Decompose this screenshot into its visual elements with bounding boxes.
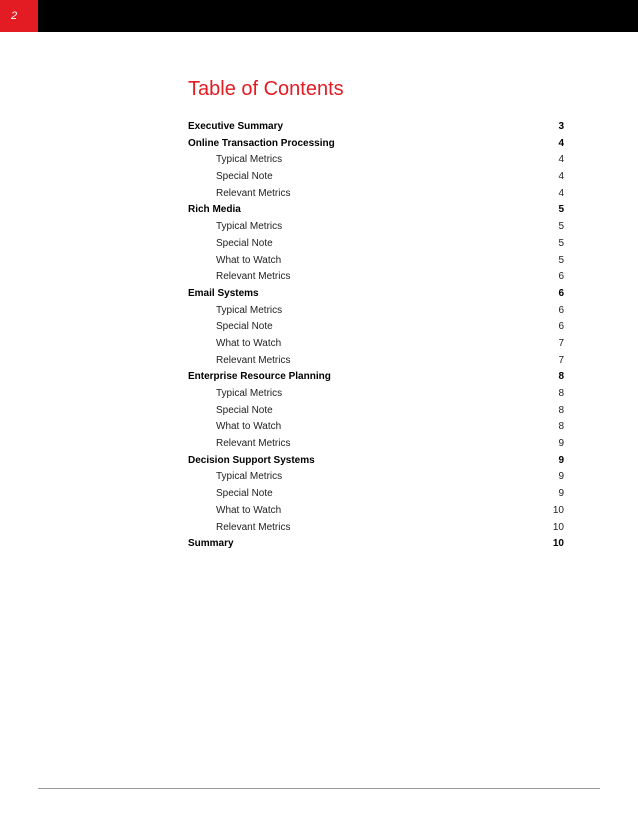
toc-subsection-entry[interactable] [188, 336, 564, 353]
toc-entry-label: Online Transaction Processing [188, 137, 335, 149]
toc-entry-page-number: 6 [558, 304, 564, 316]
toc-entry-page-number: 9 [558, 471, 564, 483]
toc-entry-page-number: 8 [558, 421, 564, 433]
toc-subsection-entry[interactable] [188, 436, 564, 453]
toc-entry-label: Typical Metrics [216, 154, 283, 166]
toc-subsection-entry[interactable] [188, 236, 564, 253]
toc-subsection-entry[interactable] [188, 486, 564, 503]
toc-entry-label: Typical Metrics [216, 221, 283, 233]
toc-entry-label: Typical Metrics [216, 471, 283, 483]
toc-entry-label: Relevant Metrics [216, 187, 291, 199]
toc-entry-page-number: 9 [558, 438, 564, 450]
toc-entry-label: Relevant Metrics [216, 354, 291, 366]
toc-entry-page-number: 8 [558, 388, 564, 399]
toc-entry-page-number: 6 [558, 321, 564, 333]
toc-entry-page-number: 4 [558, 137, 564, 149]
toc-entry-label: Relevant Metrics [216, 438, 291, 450]
toc-section-entry[interactable] [188, 286, 564, 303]
toc-entry-page-number: 3 [558, 121, 564, 132]
toc-section-entry[interactable] [188, 369, 564, 386]
page-title: Table of Contents [188, 78, 344, 100]
toc-entry-page-number: 4 [558, 187, 564, 199]
toc-entry-page-number: 4 [558, 154, 564, 166]
toc-entry-label: What to Watch [216, 421, 282, 433]
toc-entry-label: Enterprise Resource Planning [188, 371, 331, 383]
toc-entry-label: Email Systems [188, 287, 259, 299]
toc-entry-page-number: 10 [552, 521, 564, 533]
toc-entry-label: Typical Metrics [216, 304, 283, 316]
toc-subsection-entry[interactable] [188, 503, 564, 520]
toc-entry-label: What to Watch [216, 504, 282, 516]
toc-section-entry[interactable] [188, 202, 564, 219]
toc-entry-label: Special Note [216, 321, 273, 333]
toc-entry-page-number: 6 [558, 287, 564, 299]
toc-entry-label: What to Watch [216, 254, 282, 266]
toc-subsection-entry[interactable] [188, 469, 564, 486]
toc-entry-label: Special Note [216, 171, 273, 183]
toc-subsection-entry[interactable] [188, 253, 564, 270]
toc-entry-label: Relevant Metrics [216, 521, 291, 533]
page-number-badge: 2 [0, 0, 38, 32]
toc-entry-page-number: 8 [558, 371, 564, 383]
toc-entry-page-number: 6 [558, 271, 564, 283]
footer-divider [38, 788, 600, 789]
toc-subsection-entry[interactable] [188, 319, 564, 336]
toc-entry-label: Special Note [216, 237, 273, 249]
toc-section-entry[interactable] [188, 119, 564, 136]
toc-entry-page-number: 5 [558, 221, 564, 233]
toc-entry-page-number: 5 [558, 204, 564, 216]
toc-entry-page-number: 9 [558, 488, 564, 500]
toc-subsection-entry[interactable] [188, 520, 564, 537]
header-bar [0, 0, 638, 32]
toc-list [188, 119, 564, 553]
toc-subsection-entry[interactable] [188, 269, 564, 286]
toc-entry-label: Typical Metrics [216, 388, 283, 399]
toc-subsection-entry[interactable] [188, 152, 564, 169]
toc-entry-label: Special Note [216, 488, 273, 500]
toc-entry-page-number: 5 [558, 254, 564, 266]
toc-section-entry[interactable] [188, 136, 564, 153]
toc-subsection-entry[interactable] [188, 219, 564, 236]
toc-entry-page-number: 9 [558, 454, 564, 466]
toc-subsection-entry[interactable] [188, 386, 564, 403]
toc-subsection-entry[interactable] [188, 169, 564, 186]
toc-subsection-entry[interactable] [188, 419, 564, 436]
toc-entry-page-number: 8 [558, 404, 564, 416]
toc-entry-page-number: 5 [558, 237, 564, 249]
toc-entry-label: What to Watch [216, 337, 282, 349]
toc-entry-page-number: 10 [552, 538, 564, 550]
toc-entry-label: Special Note [216, 404, 273, 416]
toc-entry-page-number: 7 [558, 354, 564, 366]
toc-section-entry[interactable] [188, 453, 564, 470]
toc-subsection-entry[interactable] [188, 403, 564, 420]
toc-entry-label: Relevant Metrics [216, 271, 291, 283]
toc-entry-label: Executive Summary [188, 121, 284, 132]
toc-subsection-entry[interactable] [188, 353, 564, 370]
toc-entry-label: Summary [188, 538, 234, 550]
toc-subsection-entry[interactable] [188, 186, 564, 203]
toc-entry-page-number: 4 [558, 171, 564, 183]
toc-entry-page-number: 7 [558, 337, 564, 349]
toc-entry-label: Decision Support Systems [188, 454, 315, 466]
toc-entry-label: Rich Media [188, 204, 241, 216]
toc-subsection-entry[interactable] [188, 303, 564, 320]
toc-section-entry[interactable] [188, 536, 564, 553]
toc-entry-page-number: 10 [552, 504, 564, 516]
